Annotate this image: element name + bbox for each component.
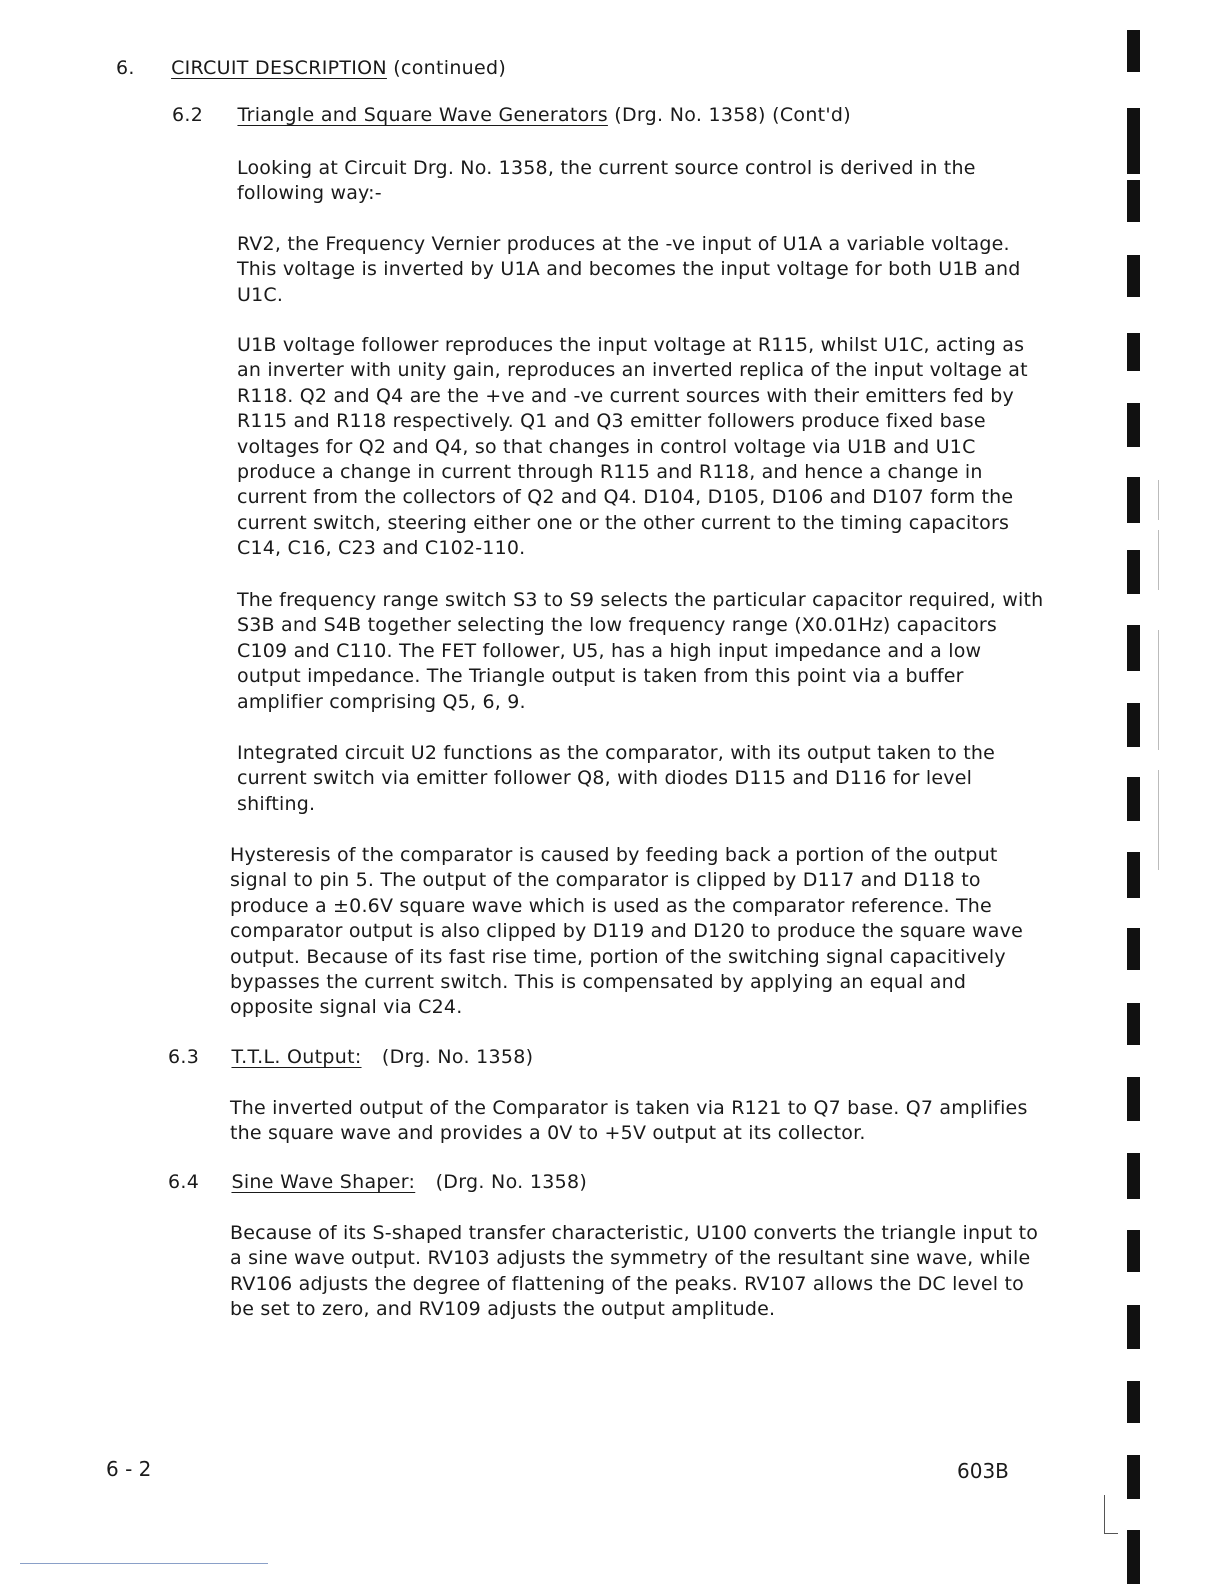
subsection-title: T.T.L. Output:: [231, 1046, 362, 1068]
paragraph: The frequency range switch S3 to S9 selects the particular capacitor required, with S3B and S4B together selecting the low frequency range (X0.01Hz) capacitors C109 and C110. The FET follower, U5, has a high input impedance and a low output impedance. The Triangle output is taken from this point via a buffer amplifier comprising Q5, 6, 9.: [237, 589, 1044, 713]
subsection-6-3-heading: [168, 1046, 533, 1068]
model-number: 603B: [957, 1459, 1009, 1483]
subsection-6-4-heading: [168, 1171, 587, 1193]
subsection-suffix: (Drg. No. 1358): [381, 1046, 534, 1068]
subsection-6-2-heading: [172, 104, 851, 126]
paragraph: U1B voltage follower reproduces the input voltage at R115, whilst U1C, acting as an inverter with unity gain, reproduces an inverted replica of the input voltage at R118. Q2 and Q4 are the +ve and -ve current sources with their emitters fed by R115 and R118 respectively. Q1 and Q3 emitter followers produce fixed base voltages for Q2 and Q4, so that changes in control voltage via U1B and U1C produce a change in current through R115 and R118, and hence a change in current from the collectors of Q2 and Q4. D104, D105, D106 and D107 form the current switch, steering either one or the other current to the timing capacitors C14, C16, C23 and C102-110.: [237, 334, 1028, 560]
section-title: CIRCUIT DESCRIPTION: [171, 57, 387, 79]
paragraph: The inverted output of the Comparator is taken via R121 to Q7 base. Q7 amplifies the square wave and provides a 0V to +5V output at its collector.: [230, 1097, 1028, 1145]
section-heading: [116, 57, 506, 79]
paragraph: Because of its S-shaped transfer characteristic, U100 converts the triangle input to a sine wave output. RV103 adjusts the symmetry of the resultant sine wave, while RV106 adjusts the degree of flattening of the peaks. RV107 allows the DC level to be set to zero, and RV109 adjusts the output amplitude.: [230, 1222, 1039, 1321]
subsection-number: 6.4: [168, 1171, 200, 1193]
subsection-title: Triangle and Square Wave Generators: [237, 104, 608, 126]
paragraph: Integrated circuit U2 functions as the comparator, with its output taken to the current switch via emitter follower Q8, with diodes D115 and D116 for level shifting.: [237, 742, 996, 815]
subsection-suffix: (Drg. No. 1358): [435, 1171, 588, 1193]
section-number: 6.: [116, 57, 135, 79]
section-suffix: (continued): [393, 57, 507, 79]
paragraph: Looking at Circuit Drg. No. 1358, the current source control is derived in the following way:-: [237, 157, 976, 205]
page-number: 6 - 2: [106, 1457, 152, 1481]
subsection-title: Sine Wave Shaper:: [231, 1171, 416, 1193]
subsection-number: 6.2: [172, 104, 204, 126]
paragraph: RV2, the Frequency Vernier produces at the -ve input of U1A a variable voltage. This voltage is inverted by U1A and becomes the input voltage for both U1B and U1C.: [237, 233, 1021, 306]
paragraph: Hysteresis of the comparator is caused by feeding back a portion of the output signal to pin 5. The output of the comparator is clipped by D117 and D118 to produce a ±0.6V square wave which is used as the comparator reference. The comparator output is also clipped by D119 and D120 to produce the square wave output. Because of its fast rise time, portion of the switching signal capacitively bypasses the current switch. This is compensated by applying an equal and opposite signal via C24.: [230, 844, 1023, 1019]
subsection-suffix: (Drg. No. 1358) (Cont'd): [614, 104, 852, 126]
subsection-number: 6.3: [168, 1046, 200, 1068]
